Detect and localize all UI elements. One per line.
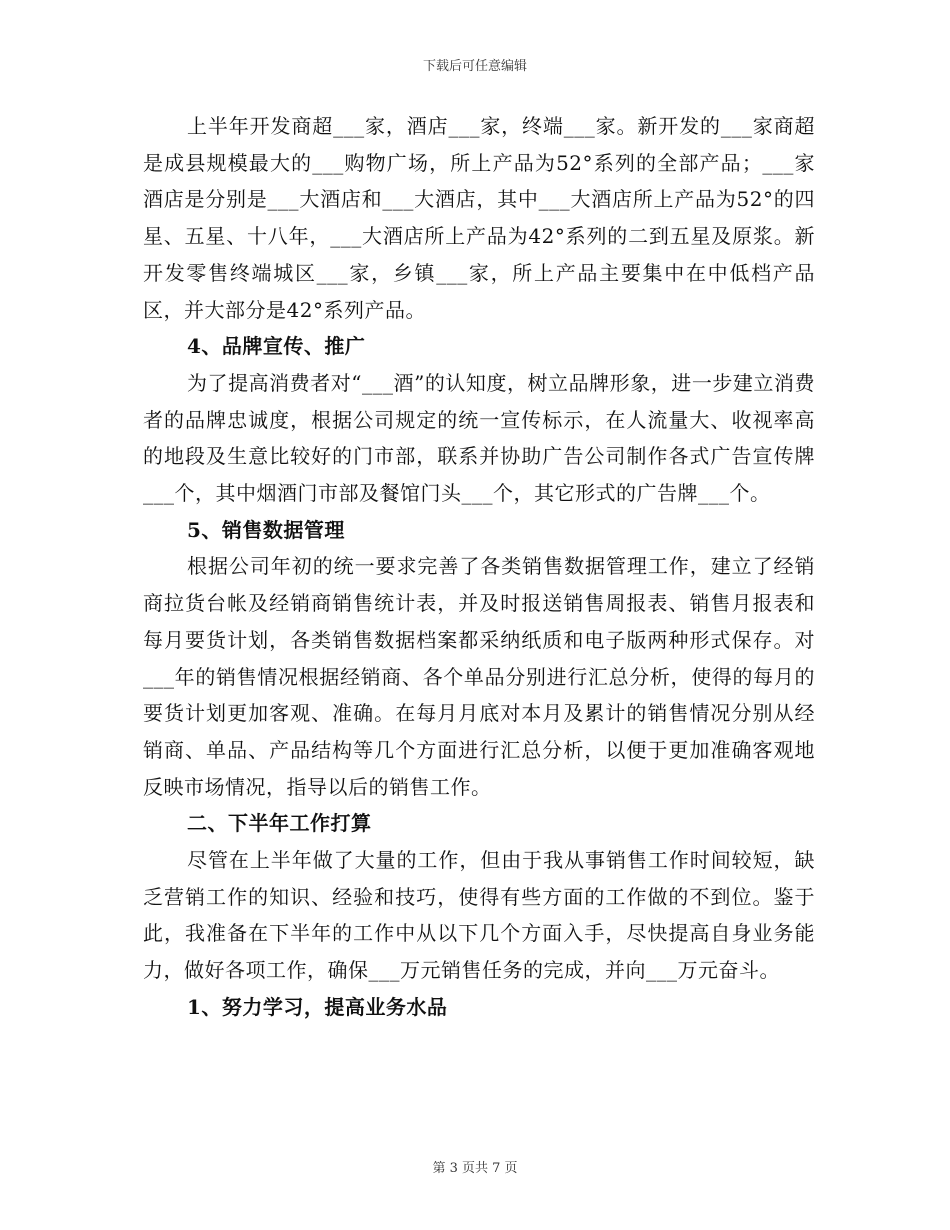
document-body (143, 108, 815, 1026)
paragraph-development-summary: 上半年开发商超___家，酒店___家，终端___家。新开发的___家商超是成县规模最大的___购物广场，所上产品为52°系列的全部产品；___家酒店是分别是___大酒店和___大酒店，其中___大酒店所上产品为52°的四星、五星、十八年，___大酒店所上产品为42°系列的二到五星及原浆。新开发零售终端城区___家，乡镇___家，所上产品主要集中在中低档产品区，并大部分是42°系列产品。 (143, 114, 815, 322)
page-header: 下载后可任意编辑 (422, 59, 527, 74)
section-heading-learning: 1、努力学习，提高业务水品 (187, 994, 448, 1019)
section-heading-second-half-plan: 二、下半年工作打算 (187, 811, 372, 836)
paragraph-brand-promotion: 为了提高消费者对“___酒”的认知度，树立品牌形象，进一步建立消费者的品牌忠诚度，根据公司规定的统一宣传标示，在人流量大、收视率高的地段及生意比较好的门市部，联系并协助广告公司制作各式广告宣传牌___个，其中烟酒门市部及餐馆门头___个，其它形式的广告牌___个。 (143, 370, 815, 506)
page-footer: 第 3 页共 7 页 (432, 1161, 518, 1176)
section-heading-brand-promotion: 4、品牌宣传、推广 (187, 334, 366, 359)
paragraph-second-half-plan: 尽管在上半年做了大量的工作，但由于我从事销售工作时间较短，缺乏营销工作的知识、经验和技巧，使得有些方面的工作做的不到位。鉴于此，我准备在下半年的工作中从以下几个方面入手，尽快提高自身业务能力，做好各项工作，确保___万元销售任务的完成，并向___万元奋斗。 (143, 848, 815, 983)
paragraph-sales-data: 根据公司年初的统一要求完善了各类销售数据管理工作，建立了经销商拉货台帐及经销商销售统计表，并及时报送销售周报表、销售月报表和每月要货计划，各类销售数据档案都采纳纸质和电子版两种形式保存。对___年的销售情况根据经销商、各个单品分别进行汇总分析，使得的每月的要货计划更加客观、准确。在每月月底对本月及累计的销售情况分别从经销商、单品、产品结构等几个方面进行汇总分析，以便于更加准确客观地反映市场情况，指导以后的销售工作。 (143, 554, 815, 799)
section-heading-sales-data: 5、销售数据管理 (187, 517, 345, 542)
